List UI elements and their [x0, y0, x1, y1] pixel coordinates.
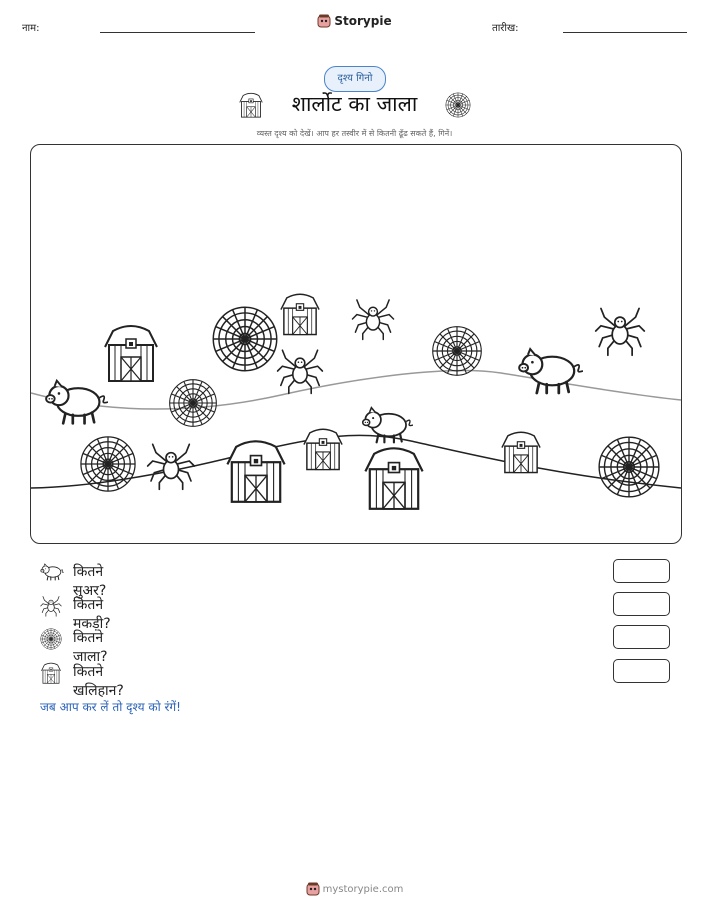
- question-label: कितने सुअर?: [73, 564, 107, 599]
- answer-box-spiders[interactable]: [613, 592, 670, 616]
- answer-box-barns[interactable]: [613, 659, 670, 683]
- barn: [105, 326, 157, 381]
- activity-badge: दृश्य गिनो: [324, 66, 386, 92]
- coloring-note: जब आप कर लें तो दृश्य को रंगें!: [40, 700, 181, 714]
- date-field-line[interactable]: [563, 32, 687, 33]
- spider-web: [433, 327, 482, 376]
- barn-icon: [40, 662, 62, 684]
- page-title: शार्लोट का जाला: [291, 92, 418, 116]
- spider-web: [170, 380, 217, 427]
- question-label: कितने जाला?: [73, 630, 108, 665]
- spider: [596, 308, 645, 355]
- question-label: कितने मकड़ी?: [73, 597, 111, 632]
- spider-web: [81, 437, 135, 491]
- brand-name: Storypie: [334, 14, 392, 28]
- pig: [519, 349, 583, 393]
- spider-web: [599, 437, 659, 497]
- pig-icon: [40, 562, 64, 582]
- barn: [304, 429, 342, 469]
- question-label: कितने खलिहान?: [73, 664, 124, 699]
- storypie-mascot-icon: [306, 882, 320, 896]
- pig: [46, 381, 108, 424]
- storypie-mascot-icon: [317, 14, 331, 28]
- date-label: तारीख:: [492, 23, 519, 34]
- counting-scene: [30, 144, 682, 544]
- brand-logo: [0, 14, 709, 28]
- answer-box-webs[interactable]: [613, 625, 670, 649]
- name-field-line[interactable]: [100, 32, 255, 33]
- spider-icon: [40, 595, 62, 617]
- spider-web: [213, 307, 276, 370]
- instructions: व्यस्त दृश्य को देखें। आप हर तस्वीर में से कितनी ढूँढ सकते हैं, गिनें।: [256, 129, 453, 138]
- barn: [502, 432, 540, 472]
- barn: [365, 448, 422, 509]
- barn: [227, 441, 284, 502]
- spider: [352, 300, 393, 340]
- footer: [0, 882, 709, 896]
- barn: [281, 294, 319, 334]
- web-icon: [445, 92, 471, 118]
- name-label: नाम:: [22, 23, 40, 34]
- footer-url[interactable]: mystorypie.com: [322, 884, 404, 895]
- scene-illustration: [31, 145, 681, 543]
- answer-box-pigs[interactable]: [613, 559, 670, 583]
- web-icon: [40, 628, 62, 650]
